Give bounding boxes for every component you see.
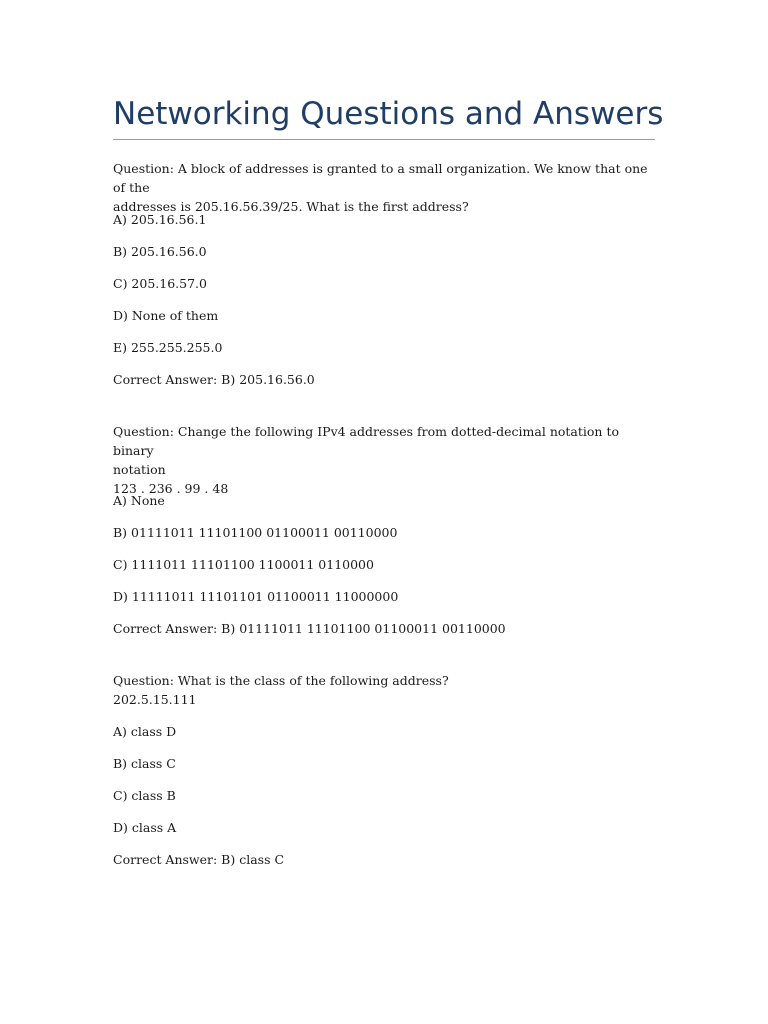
answer-option-a: A) None [113,493,165,508]
answer-option-a: A) 205.16.56.1 [113,212,207,227]
question-text-line: 202.5.15.111 [113,692,197,707]
title-underline [113,139,655,140]
question-text-line: Question: What is the class of the following address? [113,673,449,688]
question-text-line: Question: Change the following IPv4 addresses from dotted-decimal notation to binary [113,424,623,458]
answer-option-c: C) 1111011 11101100 1100011 0110000 [113,557,374,572]
answer-option-d: D) 11111011 11101101 01100011 11000000 [113,589,399,604]
question-text-line: 123 . 236 . 99 . 48 [113,481,229,496]
answer-option-b: B) class C [113,756,176,771]
answer-option-b: B) 01111011 11101100 01100011 00110000 [113,525,398,540]
question-block-3 [113,671,655,709]
correct-answer: Correct Answer: B) class C [113,852,285,867]
question-text-line: notation [113,462,166,477]
answer-option-c: C) 205.16.57.0 [113,276,207,291]
document-title: Networking Questions and Answers [113,96,664,132]
answer-option-a: A) class D [113,724,177,739]
question-block-2 [113,422,655,498]
question-text-line: addresses is 205.16.56.39/25. What is the first address? [113,199,469,214]
answer-option-d: D) class A [113,820,177,835]
answer-option-e: E) 255.255.255.0 [113,340,223,355]
answer-option-b: B) 205.16.56.0 [113,244,207,259]
correct-answer: Correct Answer: B) 01111011 11101100 01100011 00110000 [113,621,506,636]
question-block-1 [113,159,655,216]
answer-option-d: D) None of them [113,308,219,323]
correct-answer: Correct Answer: B) 205.16.56.0 [113,372,315,387]
question-text-line: Question: A block of addresses is granted to a small organization. We know that one of the [113,161,652,195]
answer-option-c: C) class B [113,788,176,803]
